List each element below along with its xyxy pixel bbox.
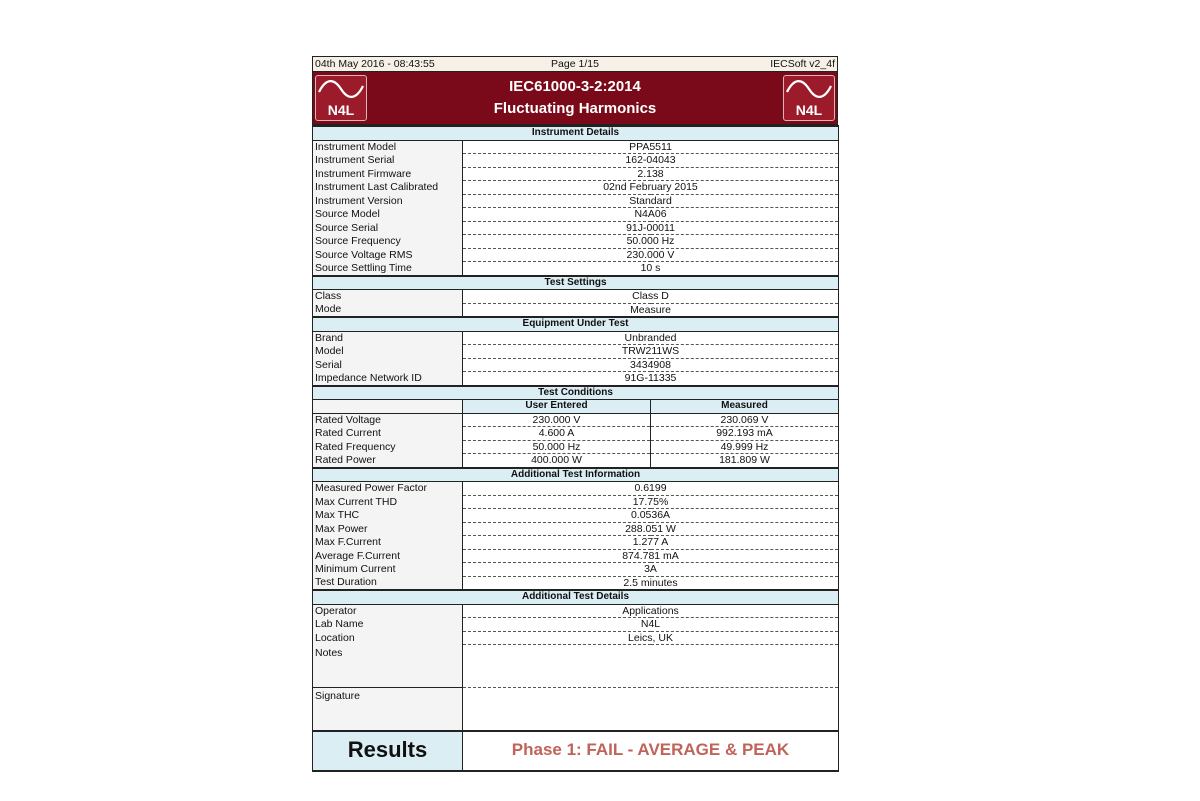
table-row: Test Duration 2.5 minutes [313,576,839,590]
table-row: Max Power 288.051 W [313,522,839,536]
table-row: Instrument Model PPA5511 [313,140,839,154]
table-row: Source Voltage RMS 230.000 V [313,248,839,262]
table-row: Instrument Last Calibrated 02nd February 2015 [313,181,839,195]
table-row: Measured Power Factor 0.6199 [313,482,839,496]
section-header: Test Settings [313,276,839,290]
section-header: Equipment Under Test [313,317,839,331]
report-banner [312,71,838,125]
results-row [313,731,839,771]
section-header: Instrument Details [313,126,839,140]
timestamp: 04th May 2016 - 08:43:55 [315,58,435,70]
table-row: Max THC 0.0536A [313,509,839,523]
table-row: Impedance Network ID 91G-11335 [313,372,839,386]
table-row: Average F.Current 874.781 mA [313,549,839,563]
table-row: Minimum Current 3A [313,563,839,577]
n4l-logo-left: N4L [315,75,367,121]
signature-field[interactable] [463,687,839,731]
table-row: Rated Frequency 50.000 Hz 49.999 Hz [313,440,839,454]
table-row: Serial 3434908 [313,358,839,372]
report-subtitle: Fluctuating Harmonics [493,100,657,117]
column-headers: User Entered Measured [313,400,839,414]
section-header: Additional Test Details [313,590,839,604]
report-topbar [312,56,838,71]
notes-row: Notes [313,645,839,688]
results-status: Phase 1: FAIL - AVERAGE & PEAK [463,731,839,771]
table-row: Source Serial 91J-00011 [313,221,839,235]
page-number: Page 1/15 [551,58,599,70]
table-row: Operator Applications [313,604,839,618]
table-row: Instrument Version Standard [313,194,839,208]
table-row: Source Settling Time 10 s [313,262,839,276]
table-row: Source Frequency 50.000 Hz [313,235,839,249]
table-row: Instrument Firmware 2.138 [313,167,839,181]
notes-field[interactable] [463,645,839,688]
software-version: IECSoft v2_4f [770,58,835,70]
table-row: Source Model N4A06 [313,208,839,222]
section-header: Test Conditions [313,386,839,400]
report-title: IEC61000-3-2:2014 [509,78,641,95]
table-row: Class Class D [313,290,839,304]
table-row: Brand Unbranded [313,331,839,345]
table-row: Lab Name N4L [313,618,839,632]
table-row: Instrument Serial 162-04043 [313,154,839,168]
table-row: Model TRW211WS [313,345,839,359]
report-page [312,56,838,772]
results-label: Results [313,731,463,771]
table-row: Rated Current 4.600 A 992.193 mA [313,427,839,441]
signature-row: Signature [313,687,839,731]
n4l-logo-right: N4L [783,75,835,121]
table-row: Mode Measure [313,303,839,317]
section-header: Additional Test Information [313,468,839,482]
table-row: Max F.Current 1.277 A [313,536,839,550]
report-table [312,125,839,772]
table-row: Max Current THD 17.75% [313,495,839,509]
table-row: Location Leics, UK [313,631,839,645]
sine-wave-icon [786,78,832,100]
table-row: Rated Power 400.000 W 181.809 W [313,454,839,468]
table-row: Rated Voltage 230.000 V 230.069 V [313,413,839,427]
